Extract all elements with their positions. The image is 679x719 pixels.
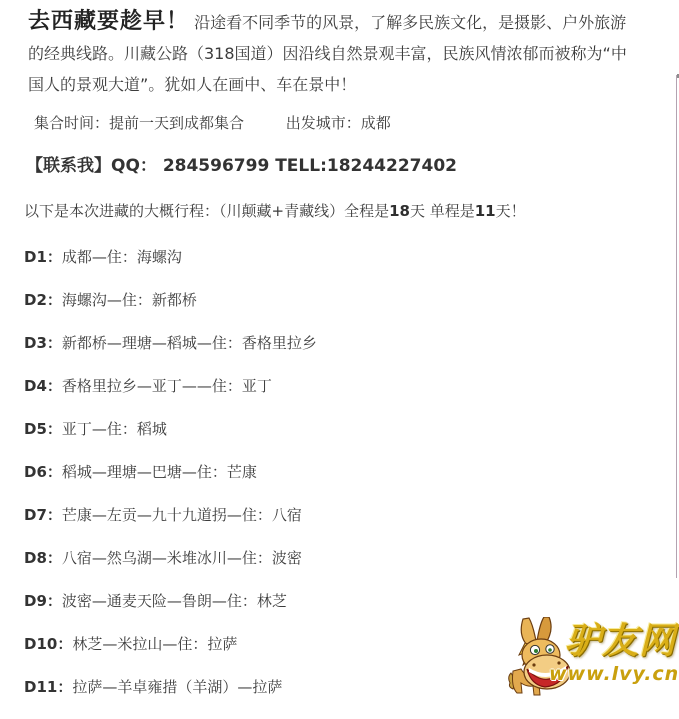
intro-paragraph — [28, 6, 642, 100]
itinerary-day-row — [24, 246, 624, 264]
itinerary-day-row — [24, 289, 624, 307]
itinerary-day-row — [24, 375, 624, 393]
day-route: 亚丁—住：稻城 — [61, 420, 167, 438]
day-label: D7： — [24, 506, 62, 524]
itinerary-summary-text: 天！ — [495, 202, 526, 220]
itinerary-day-row — [24, 461, 624, 479]
total-days-value: 18 — [389, 202, 410, 220]
contact-line: 【联系我】QQ： 284596799 TELL:18244227402 — [26, 156, 457, 176]
meeting-info-line — [34, 112, 391, 133]
day-route: 新都桥—理塘—稻城—住：香格里拉乡 — [61, 334, 317, 352]
lvy-watermark-logo — [507, 615, 679, 700]
day-route: 林芝—米拉山—住：拉萨 — [72, 635, 238, 653]
itinerary-day-row — [24, 590, 624, 608]
day-label: D4： — [24, 377, 62, 395]
content-right-border — [676, 75, 677, 578]
post-title: 去西藏要趁早！ — [28, 9, 190, 34]
post-intro-text: 沿途看不同季节的风景，了解多民族文化，是摄影、户外旅游的经典线路。川藏公路（318国道）因沿线自然景观丰富，民族风情浓郁而被称为“中国人的景观大道”。犹如人在画中、车在景中！ — [28, 13, 627, 94]
itinerary-day-row — [24, 547, 624, 565]
itinerary-day-row — [24, 332, 624, 350]
site-name-text: 驴友网 — [565, 621, 677, 662]
day-label: D6： — [24, 463, 62, 481]
itinerary-summary-text: 以下是本次进藏的大概行程：（川颠藏+青藏线）全程是 — [24, 202, 390, 220]
day-label: D5： — [24, 420, 62, 438]
day-label: D11： — [24, 678, 73, 696]
day-label: D9： — [24, 592, 62, 610]
day-route: 海螺沟—住：新都桥 — [61, 291, 197, 309]
day-label: D8： — [24, 549, 62, 567]
departure-city: 出发城市：成都 — [285, 114, 391, 132]
day-route: 芒康—左贡—九十九道拐—住：八宿 — [61, 506, 302, 524]
itinerary-day-row — [24, 504, 624, 522]
itinerary-summary-line — [24, 200, 526, 221]
day-label: D3： — [24, 334, 62, 352]
day-label: D1： — [24, 248, 62, 266]
day-label: D10： — [24, 635, 73, 653]
day-route: 拉萨—羊卓雍措（羊湖）—拉萨 — [72, 678, 283, 696]
day-route: 波密—通麦天险—鲁朗—住：林芝 — [61, 592, 287, 610]
itinerary-day-row — [24, 418, 624, 436]
single-days-value: 11 — [474, 202, 496, 220]
donkey-mascot-icon — [507, 617, 573, 699]
day-label: D2： — [24, 291, 62, 309]
day-route: 稻城—理塘—巴塘—住：芒康 — [61, 463, 257, 481]
day-route: 香格里拉乡—亚丁——住：亚丁 — [61, 377, 272, 395]
meeting-time: 集合时间：提前一天到成都集合 — [34, 114, 245, 132]
day-route: 成都—住：海螺沟 — [61, 248, 182, 266]
site-url-text: www.lvy.cn — [549, 663, 679, 685]
day-route: 八宿—然乌湖—米堆冰川—住：波密 — [61, 549, 302, 567]
itinerary-summary-text: 天 单程是 — [409, 202, 475, 220]
